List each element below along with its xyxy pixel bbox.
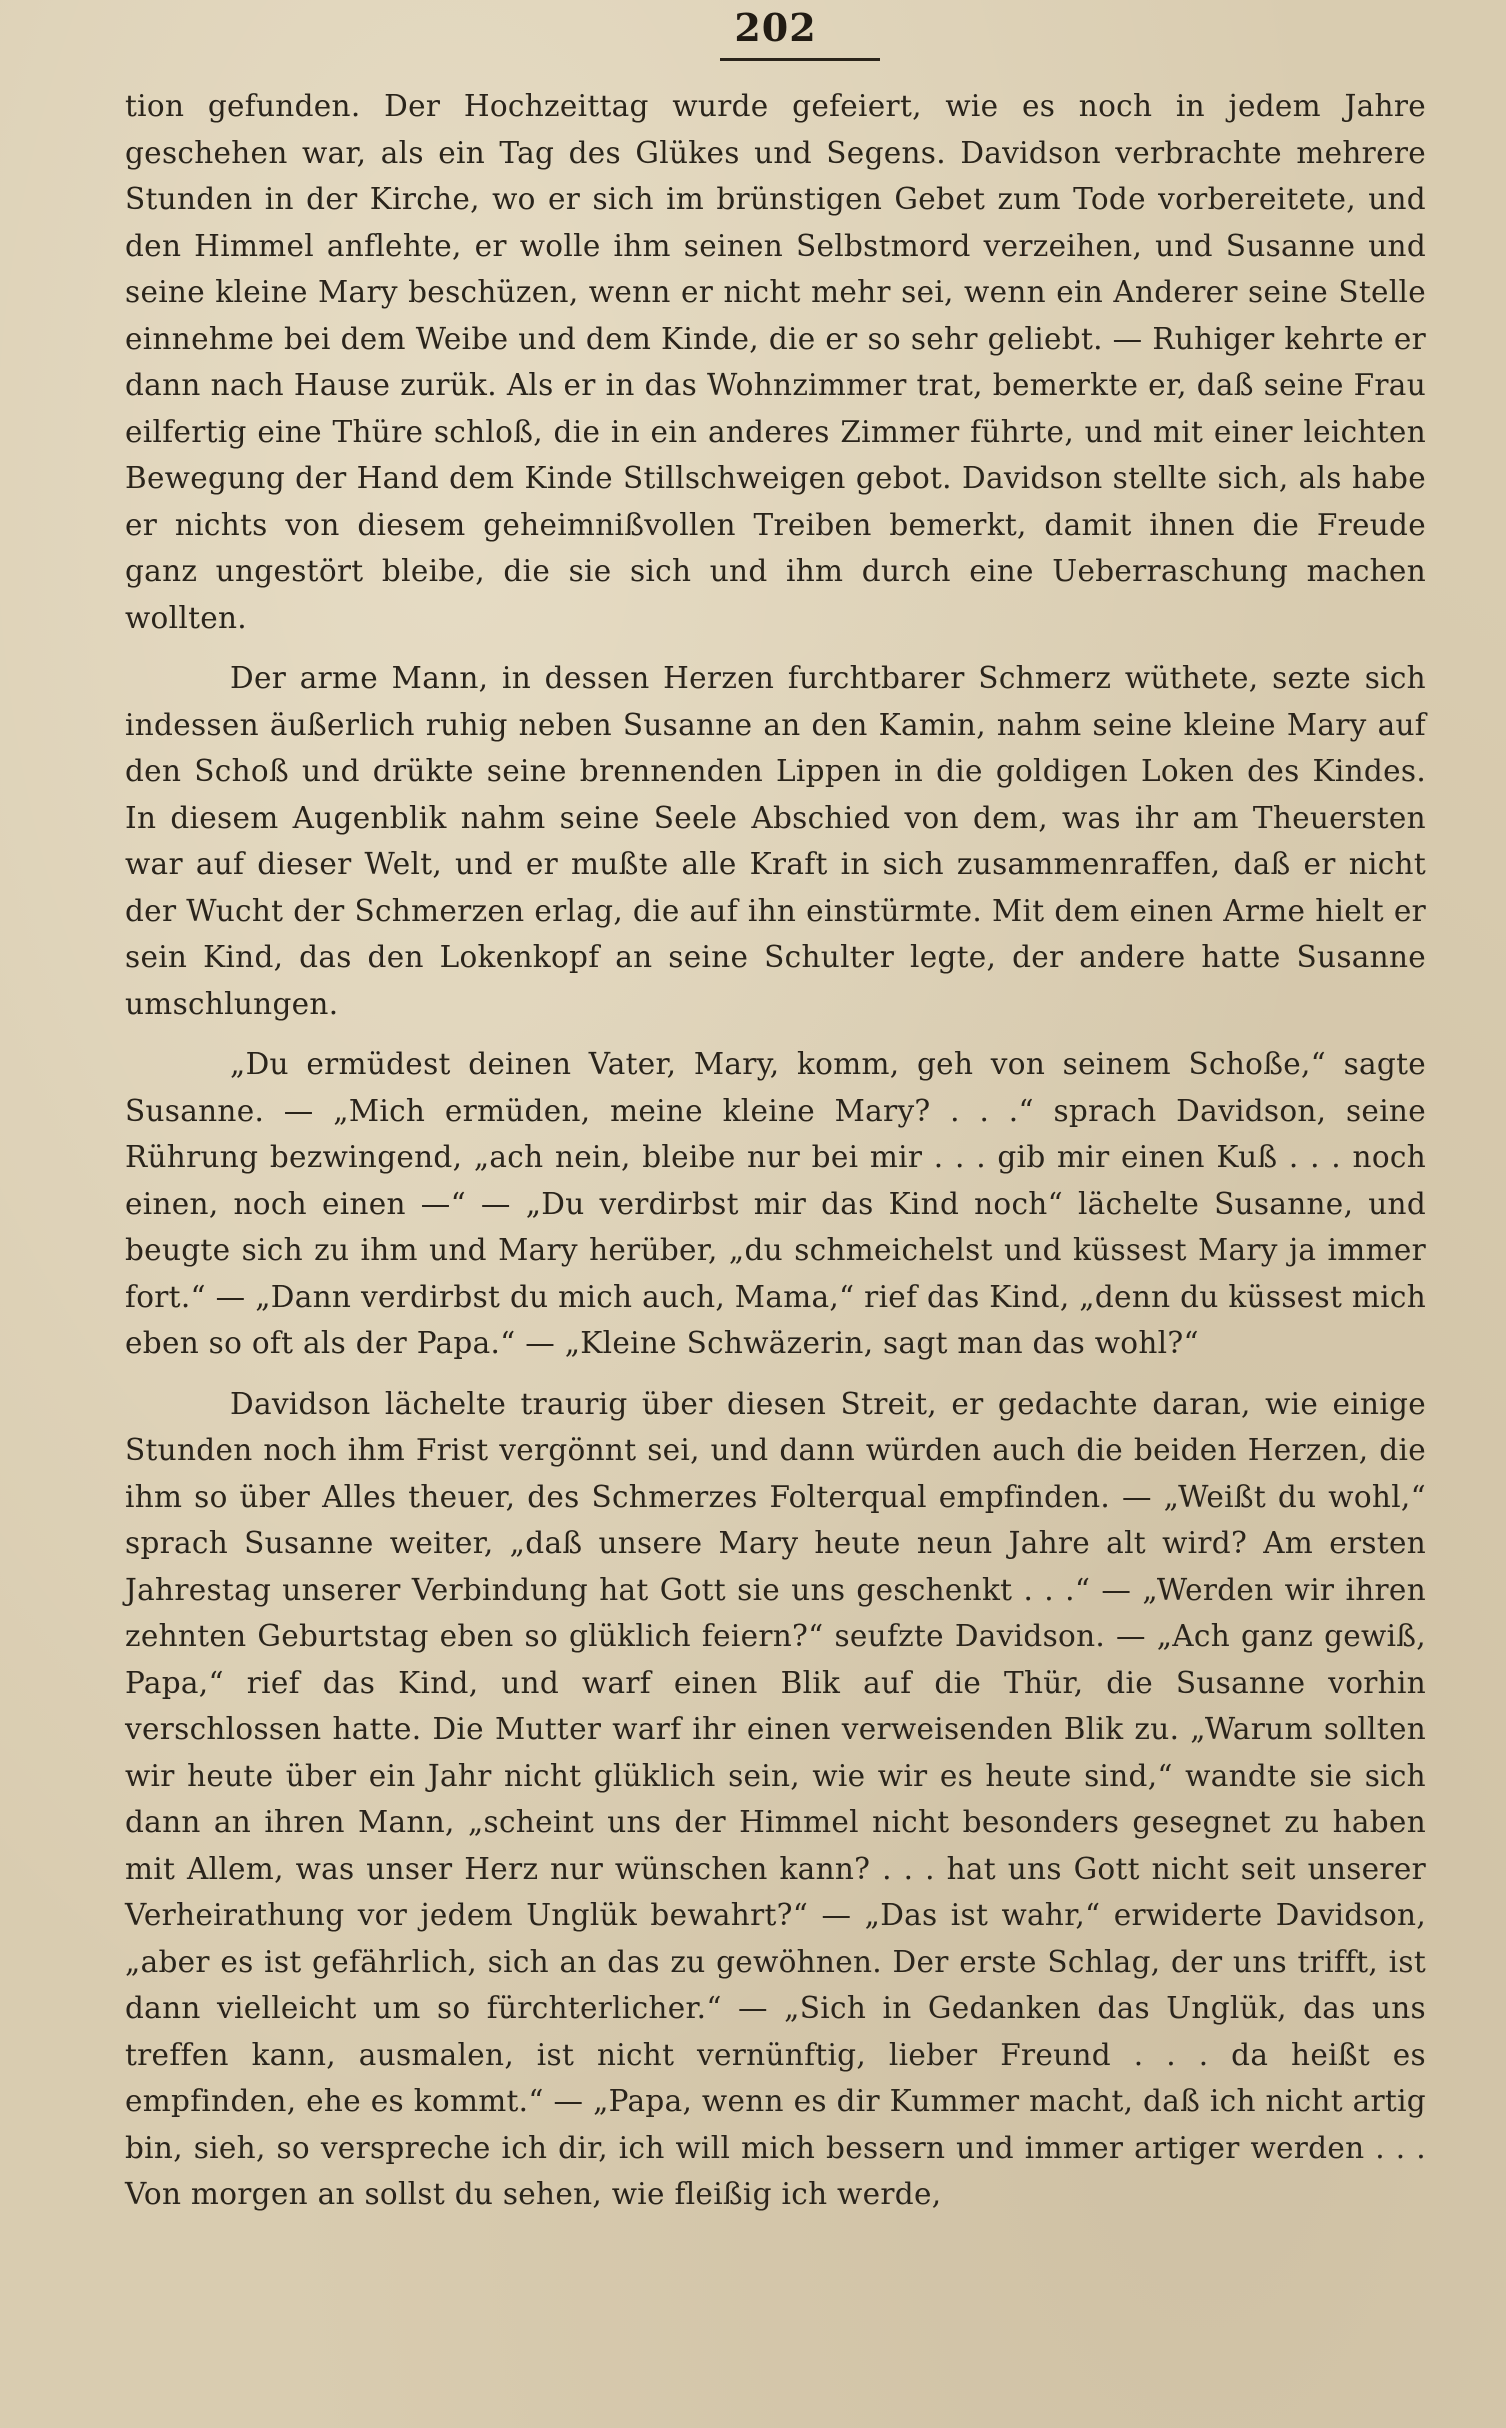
body-text [125, 83, 1426, 2218]
paragraph-4: Davidson lächelte traurig über diesen Streit, er gedachte daran, wie einige Stunden noch ihm Frist vergönnt sei, und dann würden auch die beiden Herzen, die ihm so über Alles theuer, des Schmerzes Folterqual empfinden. — „Weißt du wohl,“ sprach Susanne weiter, „daß unsere Mary heute neun Jahre alt wird? Am ersten Jahrestag unserer Verbindung hat Gott sie uns geschenkt . . .“ — „Werden wir ihren zehnten Geburtstag eben so glüklich feiern?“ seufzte Davidson. — „Ach ganz gewiß, Papa,“ rief das Kind, und warf einen Blik auf die Thür, die Susanne vorhin verschlossen hatte. Die Mutter warf ihr einen verweisenden Blik zu. „Warum sollten wir heute über ein Jahr nicht glüklich sein, wie wir es heute sind,“ wandte sie sich dann an ihren Mann, „scheint uns der Himmel nicht besonders gesegnet zu haben mit Allem, was unser Herz nur wünschen kann? . . . hat uns Gott nicht seit unserer Verheirathung vor jedem Unglük bewahrt?“ — „Das ist wahr,“ erwiderte Davidson, „aber es ist gefährlich, sich an das zu gewöhnen. Der erste Schlag, der uns trifft, ist dann vielleicht um so fürchterlicher.“ — „Sich in Gedanken das Unglük, das uns treffen kann, ausmalen, ist nicht vernünftig, lieber Freund . . . da heißt es empfinden, ehe es kommt.“ — „Papa, wenn es dir Kummer macht, daß ich nicht artig bin, sieh, so verspreche ich dir, ich will mich bessern und immer artiger werden . . . Von morgen an sollst du sehen, wie fleißig ich werde, [125, 1386, 1426, 2211]
page-number: 202 [734, 5, 817, 50]
header-rule [720, 58, 880, 61]
paragraph-1: tion gefunden. Der Hochzeittag wurde gefeiert, wie es noch in jedem Jahre geschehen war, als ein Tag des Glükes und Segens. Davidson verbrachte mehrere Stunden in der Kirche, wo er sich im brünstigen Gebet zum Tode vorbereitete, und den Himmel anflehte, er wolle ihm seinen Selbstmord verzeihen, und Susanne und seine kleine Mary beschüzen, wenn er nicht mehr sei, wenn ein Anderer seine Stelle einnehme bei dem Weibe und dem Kinde, die er so sehr geliebt. — Ruhiger kehrte er dann nach Hause zurük. Als er in das Wohnzimmer trat, bemerkte er, daß seine Frau eilfertig eine Thüre schloß, die in ein anderes Zimmer führte, und mit einer leichten Bewegung der Hand dem Kinde Stillschweigen gebot. Davidson stellte sich, als habe er nichts von diesem geheimnißvollen Treiben bemerkt, damit ihnen die Freude ganz ungestört bleibe, die sie sich und ihm durch eine Ueberraschung machen wollten. [125, 89, 1426, 635]
paragraph-3: „Du ermüdest deinen Vater, Mary, komm, geh von seinem Schoße,“ sagte Susanne. — „Mich ermüden, meine kleine Mary? . . .“ sprach Davidson, seine Rührung bezwingend, „ach nein, bleibe nur bei mir . . . gib mir einen Kuß . . . noch einen, noch einen —“ — „Du verdirbst mir das Kind noch“ lächelte Susanne, und beugte sich zu ihm und Mary herüber, „du schmeichelst und küssest Mary ja immer fort.“ — „Dann verdirbst du mich auch, Mama,“ rief das Kind, „denn du küssest mich eben so oft als der Papa.“ — „Kleine Schwäzerin, sagt man das wohl?“ [125, 1047, 1426, 1360]
paragraph-2: Der arme Mann, in dessen Herzen furchtbarer Schmerz wüthete, sezte sich indessen äußerlich ruhig neben Susanne an den Kamin, nahm seine kleine Mary auf den Schoß und drükte seine brennenden Lippen in die goldigen Loken des Kindes. In diesem Augenblik nahm seine Seele Abschied von dem, was ihr am Theuersten war auf dieser Welt, und er mußte alle Kraft in sich zusammenraffen, daß er nicht der Wucht der Schmerzen erlag, die auf ihn einstürmte. Mit dem einen Arme hielt er sein Kind, das den Lokenkopf an seine Schulter legte, der andere hatte Susanne umschlungen. [125, 661, 1426, 1021]
